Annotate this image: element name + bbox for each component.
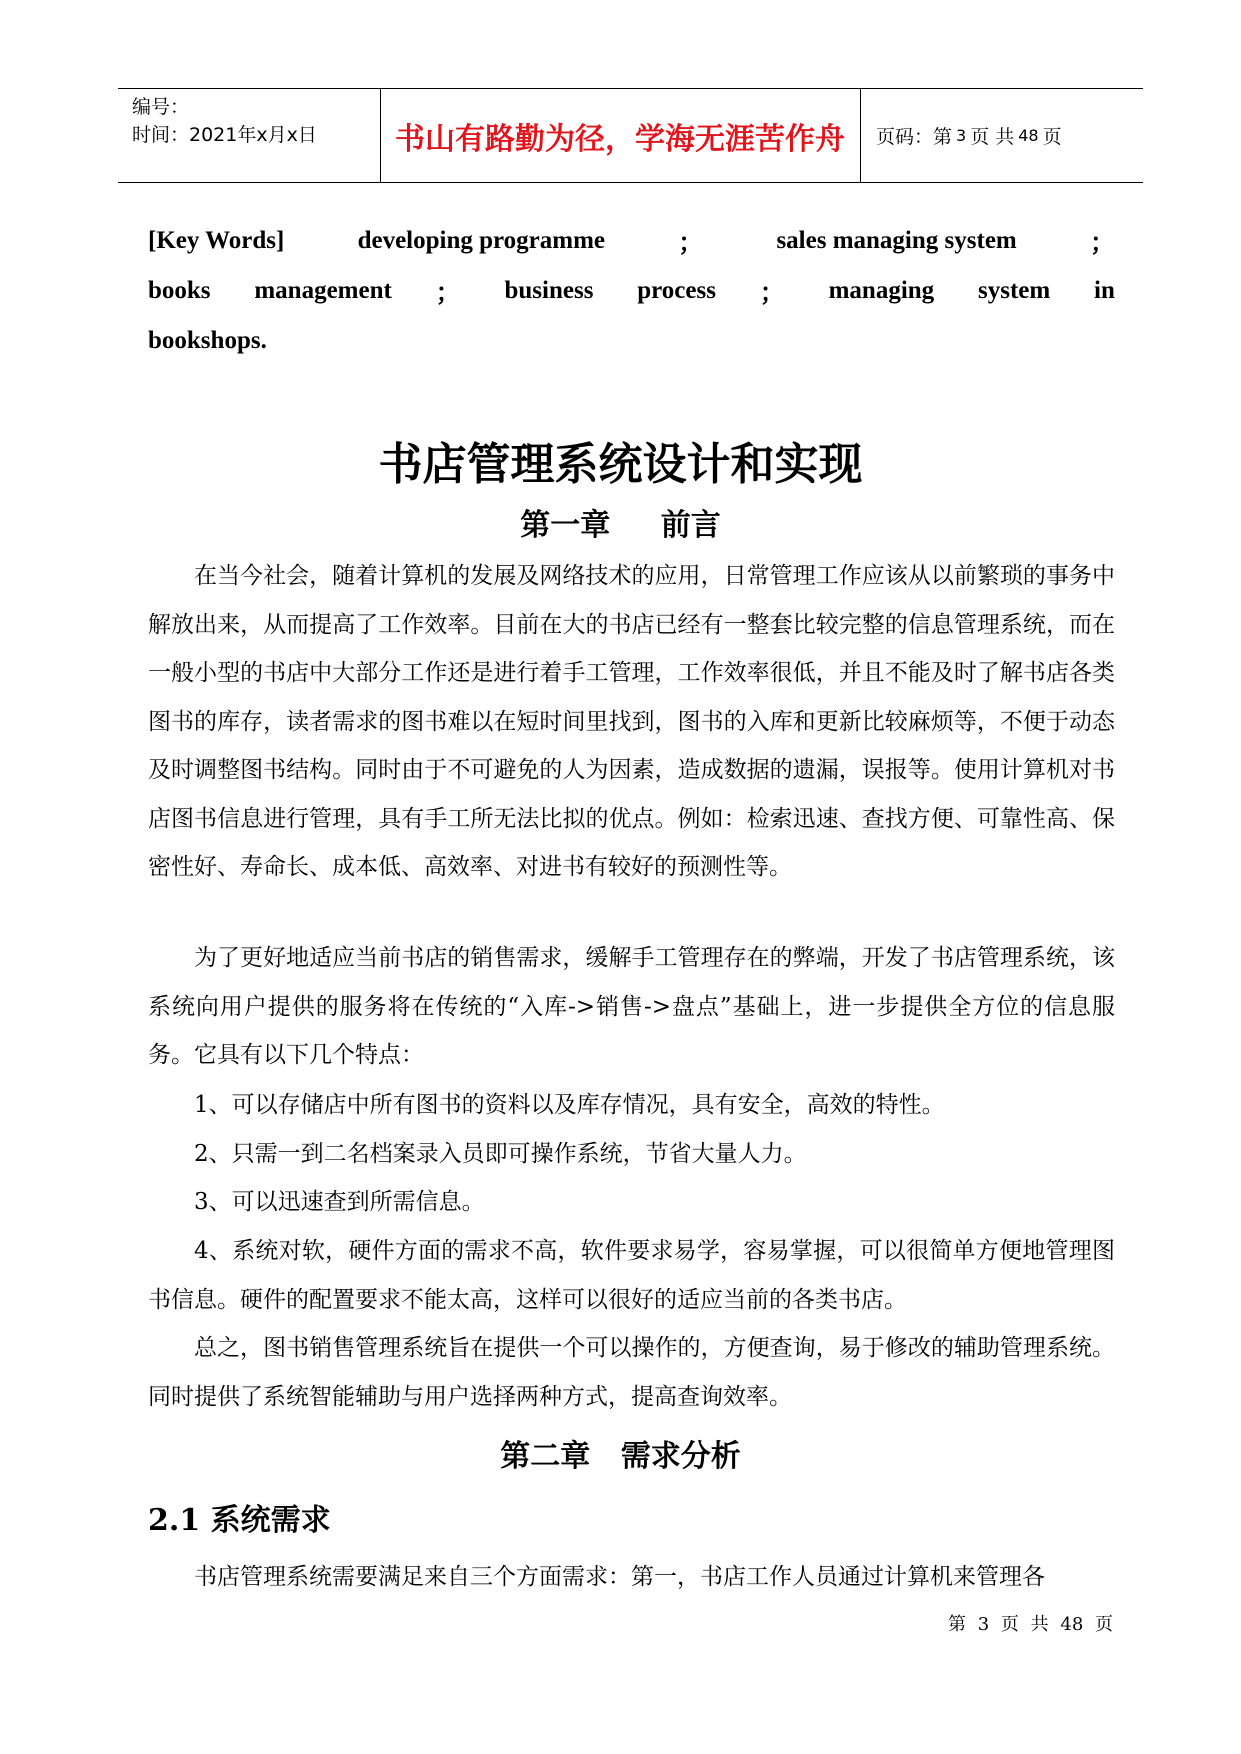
keywords-line-1 [148,216,1115,266]
keyword-separator: ； [759,280,785,307]
page-prefix: 页码：第 [876,126,953,148]
keyword-word: business [504,277,594,304]
paragraph-purpose: 为了更好地适应当前书店的销售需求，缓解手工管理存在的弊端，开发了书店管理系统，该系统向用户提供的服务将在传统的“入库->销售->盘点”基础上，进一步提供全方位的信息服务。它具有以下几个特点： [148,945,1115,1068]
feature-item-4: 4、系统对软，硬件方面的需求不高，软件要求易学，容易掌握，可以很简单方便地管理图书信息。硬件的配置要求不能太高，这样可以很好的适应当前的各类书店。 [148,1238,1115,1313]
keyword-word: books [148,277,211,304]
keywords-line-2 [148,266,1115,316]
keywords-label: [Key Words] [148,227,285,254]
keyword-word: managing [828,277,935,304]
feature-item-3: 3、可以迅速查到所需信息。 [194,1189,485,1215]
header-meta [132,93,317,149]
page-footer: 第 3 页 共 48 页 [948,1614,1113,1635]
keywords-line-3 [148,316,1115,366]
page-header [118,88,1143,183]
keywords-block [148,216,1115,366]
keyword-separator: ； [435,280,461,307]
time-label: 时间：2021年x月x日 [132,124,317,146]
page-suffix: 页 [1042,126,1062,148]
keyword-separator: ； [678,230,704,257]
keyword-word: system [978,277,1051,304]
keyword-word: management [254,277,392,304]
feature-item-2: 2、只需一到二名档案录入员即可操作系统，节省大量人力。 [194,1141,807,1167]
keyword: sales managing system [776,227,1017,254]
keyword-word: process [637,277,716,304]
paragraph-requirements: 书店管理系统需要满足来自三个方面需求：第一，书店工作人员通过计算机来管理各 [194,1564,1045,1590]
document-title: 书店管理系统设计和实现 [378,439,863,490]
section-2-1-heading: 2.1 系统需求 [148,1503,331,1538]
page-total: 48 [1018,126,1039,145]
header-motto: 书山有路勤为径，学海无涯苦作舟 [395,121,845,157]
keyword: developing programme [357,227,605,254]
keyword-word: in [1094,277,1115,304]
header-page-info [876,89,1062,182]
paragraph-summary: 总之，图书销售管理系统旨在提供一个可以操作的，方便查询，易于修改的辅助管理系统。同时提供了系统智能辅助与用户选择两种方式，提高查询效率。 [148,1335,1115,1410]
page-middle: 页 共 [970,126,1015,148]
keyword-word: bookshops. [148,327,267,354]
keyword-separator: ； [1089,230,1115,257]
feature-item-1: 1、可以存储店中所有图书的资料以及库存情况，具有安全，高效的特性。 [194,1092,945,1118]
header-divider [860,89,861,182]
chapter-1-heading: 第一章 前言 [520,508,721,543]
paragraph-intro: 在当今社会，随着计算机的发展及网络技术的应用，日常管理工作应该从以前繁琐的事务中解放出来，从而提高了工作效率。目前在大的书店已经有一整套比较完整的信息管理系统，而在一般小型的书店中大部分工作还是进行着手工管理，工作效率很低，并且不能及时了解书店各类图书的库存，读者需求的图书难以在短时间里找到，图书的入库和更新比较麻烦等，不便于动态及时调整图书结构。同时由于不可避免的人为因素，造成数据的遗漏，误报等。使用计算机对书店图书信息进行管理，具有手工所无法比拟的优点。例如：检索迅速、查找方便、可靠性高、保密性好、寿命长、成本低、高效率、对进书有较好的预测性等。 [148,563,1115,880]
number-label: 编号： [132,96,190,118]
page-current: 3 [956,126,967,145]
chapter-2-heading: 第二章 需求分析 [500,1439,741,1474]
